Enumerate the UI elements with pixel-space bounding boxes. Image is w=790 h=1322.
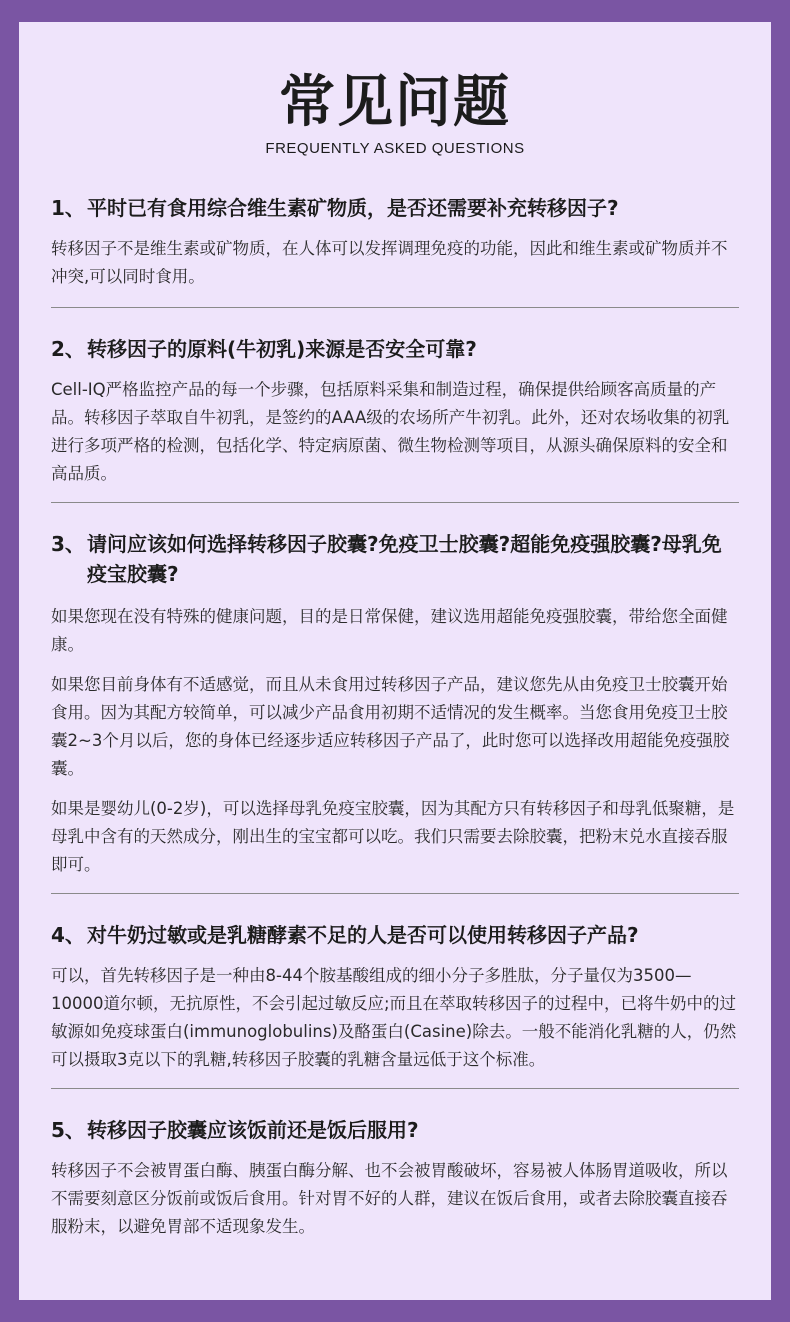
faq-answer: Cell-IQ严格监控产品的每一个步骤，包括原料采集和制造过程，确保提供给顾客高质量的产品。转移因子萃取自牛初乳，是签约的AAA级的农场所产牛初乳。此外，还对农场收集的初乳进行多项严格的检测，包括化学、特定病原菌、微生物检测等项目，从源头确保原料的安全和高品质。 <box>51 380 730 483</box>
faq-answer: 转移因子不是维生素或矿物质，在人体可以发挥调理免疫的功能，因此和维生素或矿物质并不冲突,可以同时食用。 <box>51 239 728 286</box>
faq-answer: 如果您目前身体有不适感觉，而且从未食用过转移因子产品，建议您先从由免疫卫士胶囊开始食用。因为其配方较简单，可以减少产品食用初期不适情况的发生概率。当您食用免疫卫士胶囊2~3个月以后，您的身体已经逐步适应转移因子产品了，此时您可以选择改用超能免疫强胶囊。 <box>51 675 730 778</box>
faq-question <box>51 193 739 223</box>
faq-number: 2、 <box>51 337 85 361</box>
divider <box>51 502 739 503</box>
faq-question <box>51 920 739 950</box>
faq-question <box>51 529 739 589</box>
faq-item-2 <box>51 334 739 488</box>
faq-item-3 <box>51 529 739 879</box>
faq-question-text: 请问应该如何选择转移因子胶囊?免疫卫士胶囊?超能免疫强胶囊?母乳免疫宝胶囊? <box>87 532 722 586</box>
faq-question-text: 转移因子的原料(牛初乳)来源是否安全可靠? <box>87 337 477 361</box>
faq-answer: 转移因子不会被胃蛋白酶、胰蛋白酶分解、也不会被胃酸破坏，容易被人体肠胃道吸收，所以不需要刻意区分饭前或饭后食用。针对胃不好的人群，建议在饭后食用，或者去除胶囊直接吞服粉末，以避免胃部不适现象发生。 <box>51 1161 728 1236</box>
faq-question-text: 对牛奶过敏或是乳糖酵素不足的人是否可以使用转移因子产品? <box>87 923 639 947</box>
page-subtitle: FREQUENTLY ASKED QUESTIONS <box>265 140 525 157</box>
header <box>51 22 739 157</box>
divider <box>51 893 739 894</box>
faq-question-text: 平时已有食用综合维生素矿物质，是否还需要补充转移因子? <box>87 196 619 220</box>
faq-answer: 如果您现在没有特殊的健康问题，目的是日常保健，建议选用超能免疫强胶囊，带给您全面健康。 <box>51 607 728 654</box>
faq-item-5 <box>51 1115 739 1241</box>
faq-number: 4、 <box>51 923 85 947</box>
faq-panel <box>19 22 771 1300</box>
faq-question <box>51 334 739 364</box>
divider <box>51 1088 739 1089</box>
page-title: 常见问题 <box>279 70 511 135</box>
divider <box>51 307 739 308</box>
faq-question-text: 转移因子胶囊应该饭前还是饭后服用? <box>87 1118 419 1142</box>
faq-number: 3、 <box>51 532 85 556</box>
faq-item-1 <box>51 193 739 291</box>
faq-number: 1、 <box>51 196 85 220</box>
faq-answer: 可以，首先转移因子是一种由8-44个胺基酸组成的细小分子多胜肽，分子量仅为3500—10000道尔顿，无抗原性，不会引起过敏反应;而且在萃取转移因子的过程中，已将牛奶中的过敏源如免疫球蛋白(immunoglobulins)及酪蛋白(Casine)除去。一般不能消化乳糖的人，仍然可以摄取3克以下的乳糖,转移因子胶囊的乳糖含量远低于这个标准。 <box>51 966 737 1069</box>
faq-answer: 如果是婴幼儿(0-2岁)，可以选择母乳免疫宝胶囊，因为其配方只有转移因子和母乳低聚糖，是母乳中含有的天然成分，刚出生的宝宝都可以吃。我们只需要去除胶囊，把粉末兑水直接吞服即可。 <box>51 799 735 874</box>
faq-item-4 <box>51 920 739 1074</box>
faq-question <box>51 1115 739 1145</box>
faq-number: 5、 <box>51 1118 85 1142</box>
